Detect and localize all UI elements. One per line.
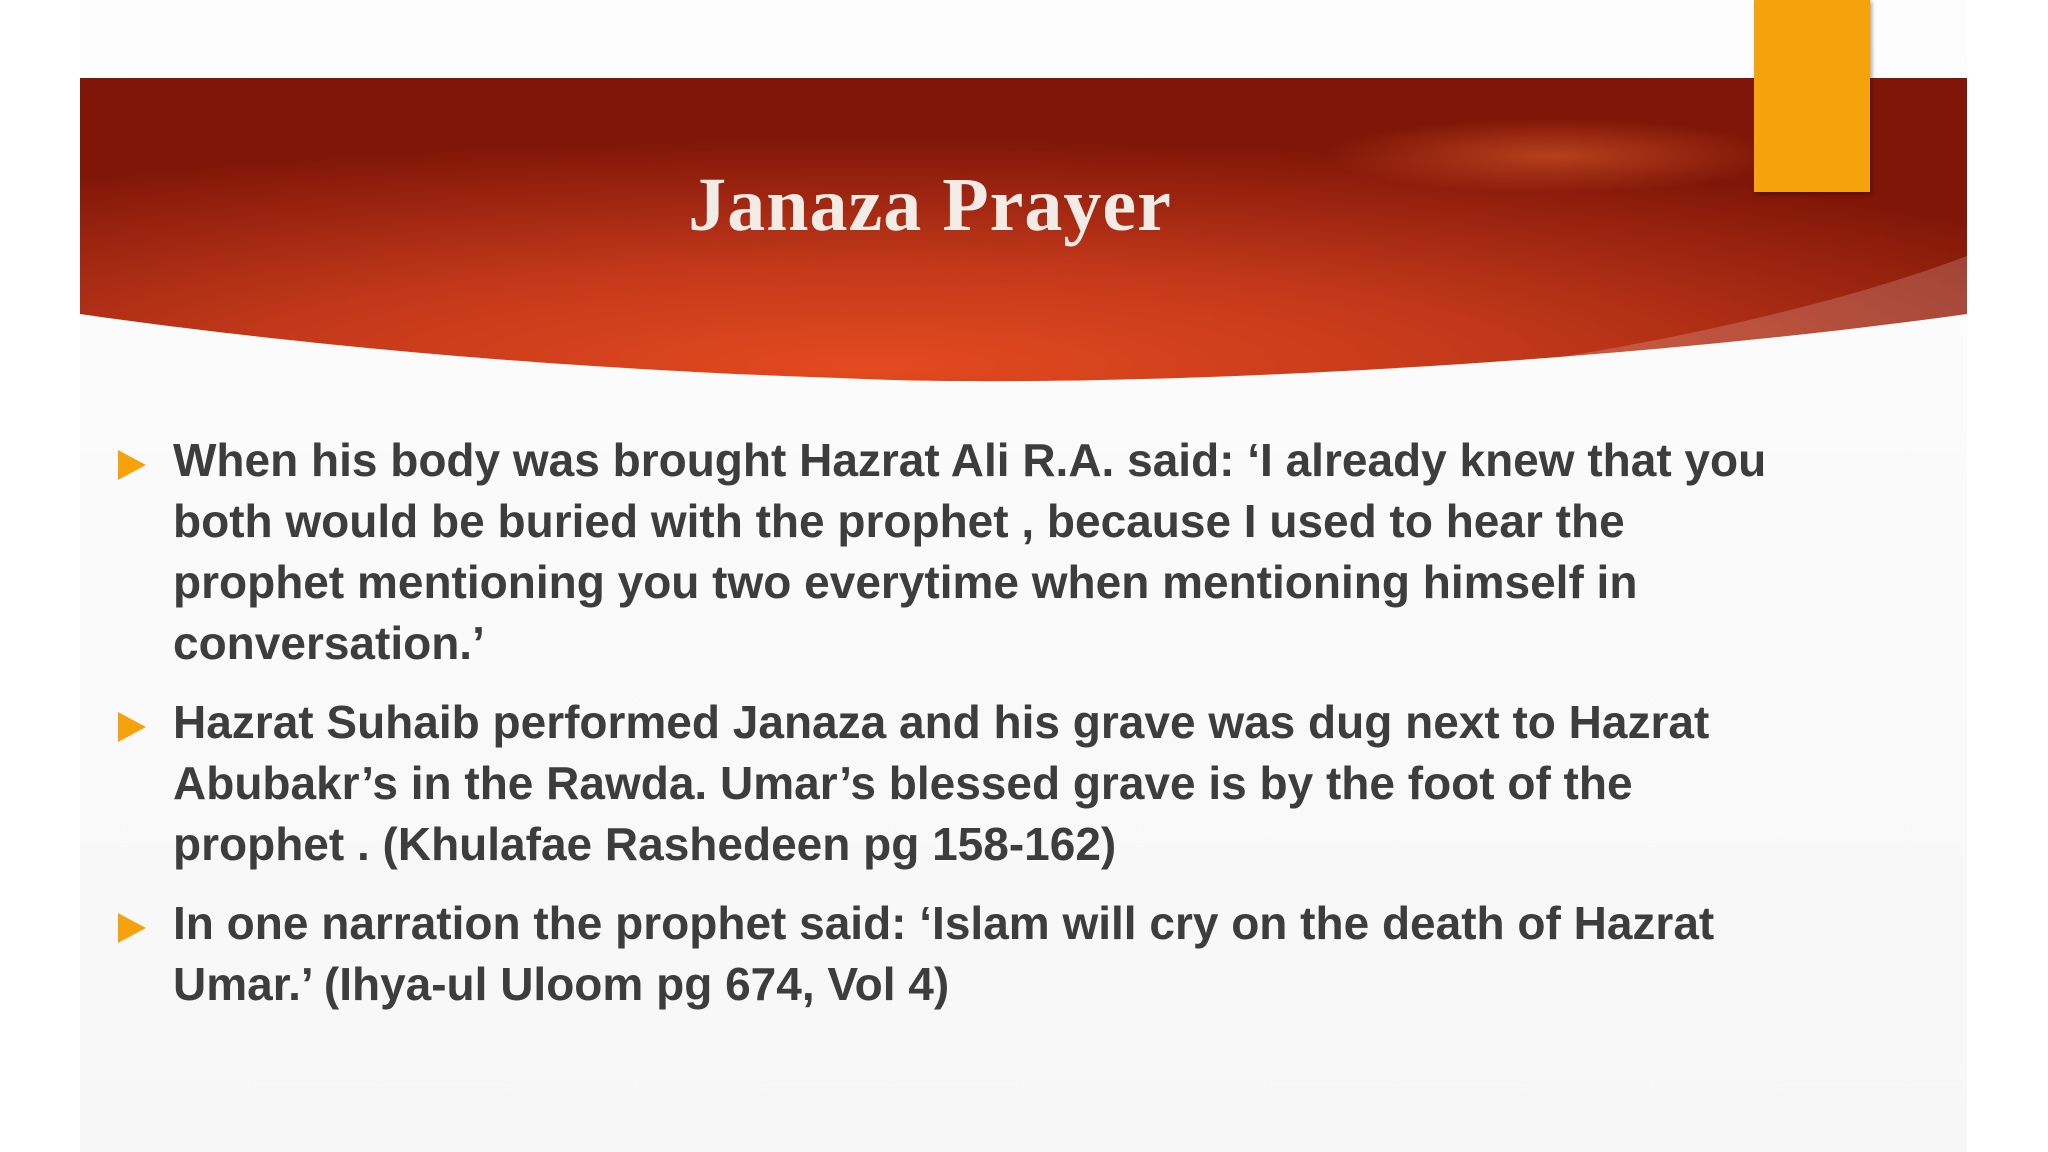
bullet-line: conversation.’ (173, 617, 485, 669)
bullet-line: When his body was brought Hazrat Ali R.A. said: ‘I already knew that you (173, 434, 1767, 486)
triangle-arrow-icon (118, 913, 146, 943)
bullet-item (118, 893, 1958, 1015)
triangle-arrow-icon (118, 450, 146, 480)
bullet-item (118, 430, 1958, 674)
bullet-line: In one narration the prophet said: ‘Islam will cry on the death of Hazrat (173, 897, 1715, 949)
bullet-line: Hazrat Suhaib performed Janaza and his grave was dug next to Hazrat (173, 696, 1710, 748)
bullet-line: Abubakr’s in the Rawda. Umar’s blessed grave is by the foot of the (173, 757, 1633, 809)
bullet-list (118, 430, 1958, 1033)
triangle-arrow-icon (118, 712, 146, 742)
bullet-line: prophet . (Khulafae Rashedeen pg 158-162) (173, 818, 1117, 870)
bullet-line: both would be buried with the prophet , because I used to hear the (173, 495, 1625, 547)
bullet-line: prophet mentioning you two everytime when mentioning himself in (173, 556, 1638, 608)
bullet-line: Umar.’ (Ihya-ul Uloom pg 674, Vol 4) (173, 958, 950, 1010)
bullet-item (118, 692, 1958, 875)
accent-tab (1754, 0, 1870, 192)
slide-title: Janaza Prayer (688, 163, 1172, 247)
